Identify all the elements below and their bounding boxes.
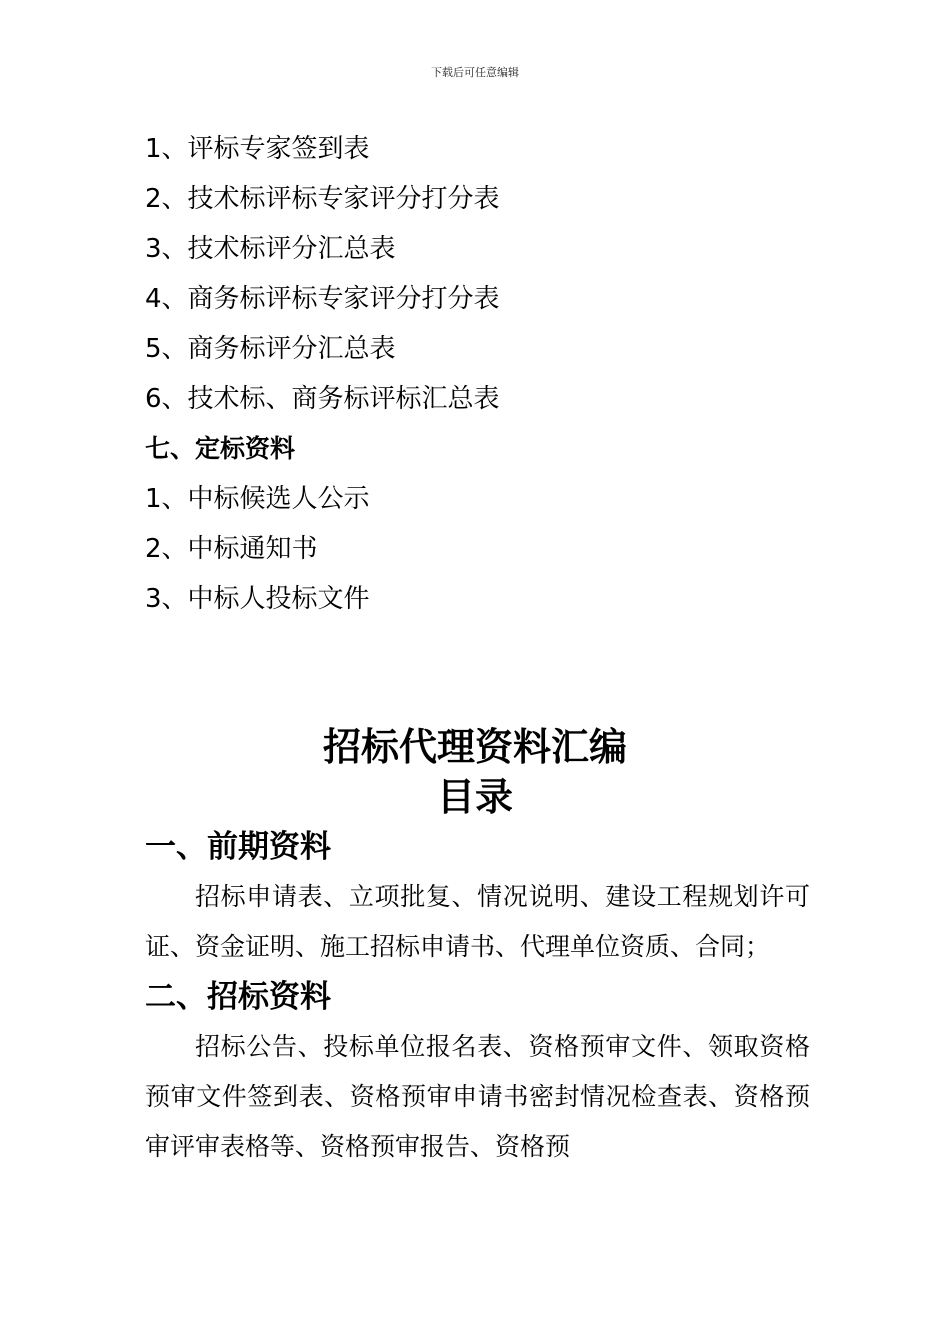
section-heading-seven: 七、定标资料 <box>145 434 296 463</box>
section-heading: 二、招标资料 <box>145 979 331 1015</box>
document-title-block <box>0 722 950 822</box>
toc-content <box>145 822 810 1172</box>
list-item: 3、技术标评分汇总表 <box>145 234 396 264</box>
paragraph-line: 取资格预审文件签到表、资格预审申请书密封情况检 <box>145 1032 810 1111</box>
document-title: 招标代理资料汇编 <box>322 725 627 769</box>
list-item: 5、商务标评分汇总表 <box>145 334 396 364</box>
header-note: 下载后可任意编辑 <box>431 66 519 79</box>
paragraph-line: 划许可证、资金证明、施工招标申请书、代理单位资 <box>145 882 810 961</box>
list-item: 4、商务标评标专家评分打分表 <box>145 284 500 314</box>
evaluation-list <box>145 124 825 624</box>
paragraph-line: 招标申请表、立项批复、情况说明、建设工程规 <box>195 882 734 911</box>
section-paragraph <box>145 872 810 972</box>
list-item: 1、评标专家签到表 <box>145 134 370 164</box>
document-subtitle: 目录 <box>436 775 513 819</box>
section-heading: 一、前期资料 <box>145 829 331 865</box>
paragraph-line: 查表、资格预审评审表格等、资格预审报告、资格预 <box>145 1082 810 1161</box>
section-paragraph <box>145 1022 810 1172</box>
list-item: 6、技术标、商务标评标汇总表 <box>145 384 500 414</box>
list-item: 2、技术标评标专家评分打分表 <box>145 184 500 214</box>
paragraph-line: 质、合同； <box>645 932 771 961</box>
paragraph-line: 招标公告、投标单位报名表、资格预审文件、领 <box>195 1032 734 1061</box>
list-item: 1、中标候选人公示 <box>145 484 370 514</box>
list-item: 3、中标人投标文件 <box>145 584 370 614</box>
list-item: 2、中标通知书 <box>145 534 318 564</box>
